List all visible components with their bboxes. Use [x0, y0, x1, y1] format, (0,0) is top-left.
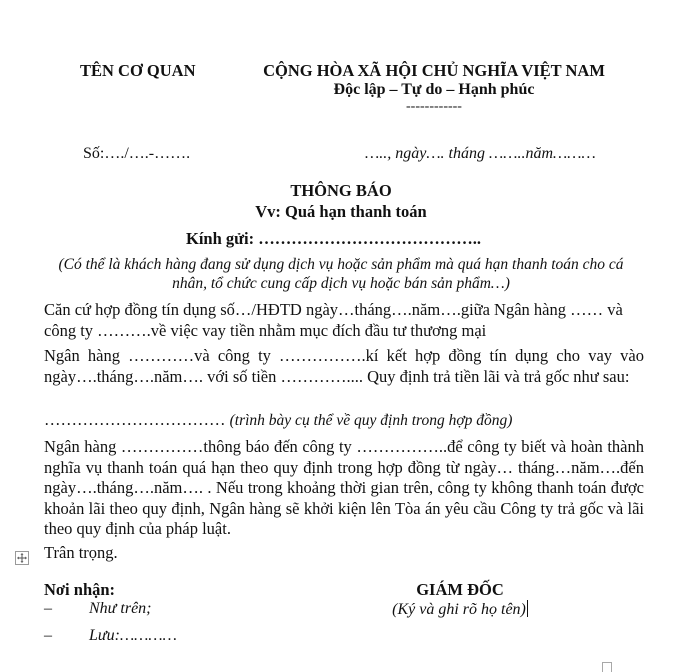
- placeholder-hint: (trình bày cụ thể về quy định trong hợp đồng): [229, 412, 513, 429]
- document-number: Số:…./….-…….: [83, 145, 191, 162]
- placeholder-dots: ……………………………: [44, 410, 230, 429]
- paragraph-overdue-notice: Ngân hàng ……………thông báo đến công ty ……………..để công ty biết và hoàn thành nghĩa vụ thanh toán quá hạn theo quy định trong hợp đồng từ ngày… tháng…năm….đến ngày….tháng….năm…. . Nếu trong khoảng thời gian trên, công ty không thanh toán được khoản lãi theo quy định, Ngân hàng sẽ khởi kiện lên Tòa án yêu cầu Công ty trả gốc và lãi theo quy định của pháp luật.: [44, 437, 644, 538]
- national-motto: Độc lập – Tự do – Hạnh phúc: [333, 81, 535, 98]
- recipient-item: Lưu:…………: [89, 627, 177, 644]
- document-subject: Vv: Quá hạn thanh toán: [255, 202, 427, 221]
- text-cursor: [527, 600, 528, 617]
- recipient-note: (Có thể là khách hàng đang sử dụng dịch vụ hoặc sản phẩm mà quá hạn thanh toán cho cá nhân, tổ chức cung cấp dịch vụ hoặc bán sản phẩm…): [58, 256, 624, 292]
- paragraph-loan-terms: Ngân hàng …………và công ty …………….kí kết hợp đồng tín dụng cho vay vào ngày….tháng….năm…. với số tiền ………….... Quy định trả tiền lãi và trả gốc như sau:: [44, 346, 644, 386]
- paragraph-contract-basis: Căn cứ hợp đồng tín dụng số…/HĐTD ngày…tháng….năm….giữa Ngân hàng …… và công ty ……….về việc vay tiền nhằm mục đích đầu tư thương mại: [44, 300, 623, 340]
- document-date: ….., ngày…. tháng ……..năm………: [365, 145, 596, 162]
- paragraph-contract-rules: [44, 410, 644, 432]
- recipients-label: Nơi nhận:: [44, 580, 116, 599]
- recipient-bullet: –: [44, 627, 52, 644]
- national-title: CỘNG HÒA XÃ HỘI CHỦ NGHĨA VIỆT NAM: [263, 61, 605, 80]
- closing-salutation: Trân trọng.: [44, 543, 118, 562]
- organization-name: TÊN CƠ QUAN: [80, 61, 196, 80]
- motto-divider: ------------: [406, 99, 462, 114]
- signer-title: GIÁM ĐỐC: [416, 580, 504, 599]
- recipient-line: Kính gửi: …………………………………..: [186, 229, 482, 248]
- recipient-item: Như trên;: [89, 600, 152, 617]
- document-type-heading: THÔNG BÁO: [290, 181, 392, 200]
- signer-note[interactable]: [360, 600, 560, 619]
- move-arrows-icon[interactable]: [15, 551, 29, 565]
- recipient-bullet: –: [44, 600, 52, 617]
- signer-note-text: (Ký và ghi rõ họ tên): [392, 601, 526, 618]
